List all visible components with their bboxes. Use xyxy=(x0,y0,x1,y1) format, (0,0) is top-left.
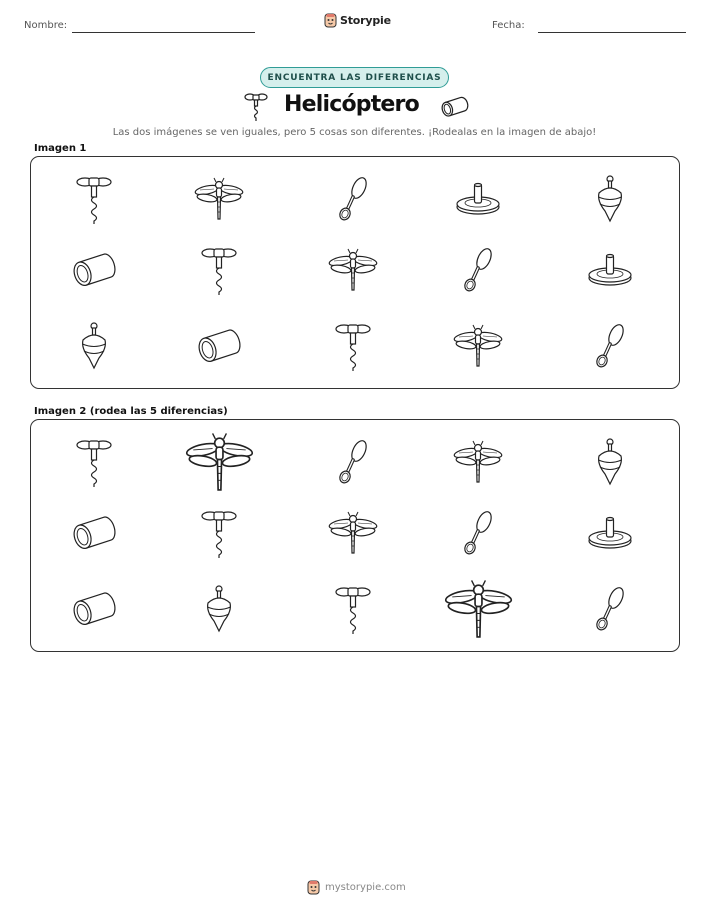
spinning-top-icon xyxy=(79,322,109,370)
tube-icon[interactable] xyxy=(70,515,118,551)
joystick-icon[interactable] xyxy=(588,516,632,550)
corkscrew-icon xyxy=(335,321,371,371)
image1-label: Imagen 1 xyxy=(34,143,87,154)
spoon-icon xyxy=(595,323,625,369)
tube-icon xyxy=(195,328,243,364)
spoon-icon xyxy=(338,176,368,222)
spoon-icon[interactable] xyxy=(595,586,625,632)
dragonfly-icon xyxy=(194,177,244,221)
footer xyxy=(307,880,406,895)
spinning-top-icon[interactable] xyxy=(204,585,234,633)
dragonfly-icon[interactable] xyxy=(453,440,503,484)
spoon-icon[interactable] xyxy=(463,510,493,556)
image2-label: Imagen 2 (rodea las 5 diferencias) xyxy=(34,406,228,417)
spinning-top-icon[interactable] xyxy=(595,438,625,486)
joystick-icon xyxy=(588,253,632,287)
image1-panel xyxy=(30,156,680,389)
name-label: Nombre: xyxy=(24,20,68,31)
date-field[interactable] xyxy=(538,32,686,33)
tube-icon xyxy=(438,96,470,118)
corkscrew-icon xyxy=(201,245,237,295)
corkscrew-icon xyxy=(76,174,112,224)
name-field[interactable] xyxy=(72,32,255,33)
activity-badge: ENCUENTRA LAS DIFERENCIAS xyxy=(260,67,449,88)
dragonfly-icon[interactable] xyxy=(328,511,378,555)
spoon-icon xyxy=(463,247,493,293)
storypie-footer-logo-icon xyxy=(307,880,320,895)
corkscrew-icon[interactable] xyxy=(201,508,237,558)
dragonfly-icon[interactable] xyxy=(185,432,254,493)
dragonfly-icon[interactable] xyxy=(444,579,513,640)
page-title: Helicóptero xyxy=(284,92,419,117)
spoon-icon[interactable] xyxy=(338,439,368,485)
brand-logo xyxy=(324,13,391,28)
instructions: Las dos imágenes se ven iguales, pero 5 cosas son diferentes. ¡Rodealas en la imagen de abajo! xyxy=(112,127,597,138)
corkscrew-icon[interactable] xyxy=(335,584,371,634)
storypie-logo-icon xyxy=(324,13,337,28)
dragonfly-icon xyxy=(453,324,503,368)
corkscrew-icon xyxy=(244,92,268,122)
spinning-top-icon xyxy=(595,175,625,223)
tube-icon[interactable] xyxy=(70,591,118,627)
title-row xyxy=(0,90,709,124)
footer-url: mystorypie.com xyxy=(325,882,406,893)
corkscrew-icon[interactable] xyxy=(76,437,112,487)
joystick-icon xyxy=(456,182,500,216)
date-label: Fecha: xyxy=(492,20,525,31)
image2-panel[interactable] xyxy=(30,419,680,652)
brand-name: Storypie xyxy=(340,14,391,27)
tube-icon xyxy=(70,252,118,288)
dragonfly-icon xyxy=(328,248,378,292)
